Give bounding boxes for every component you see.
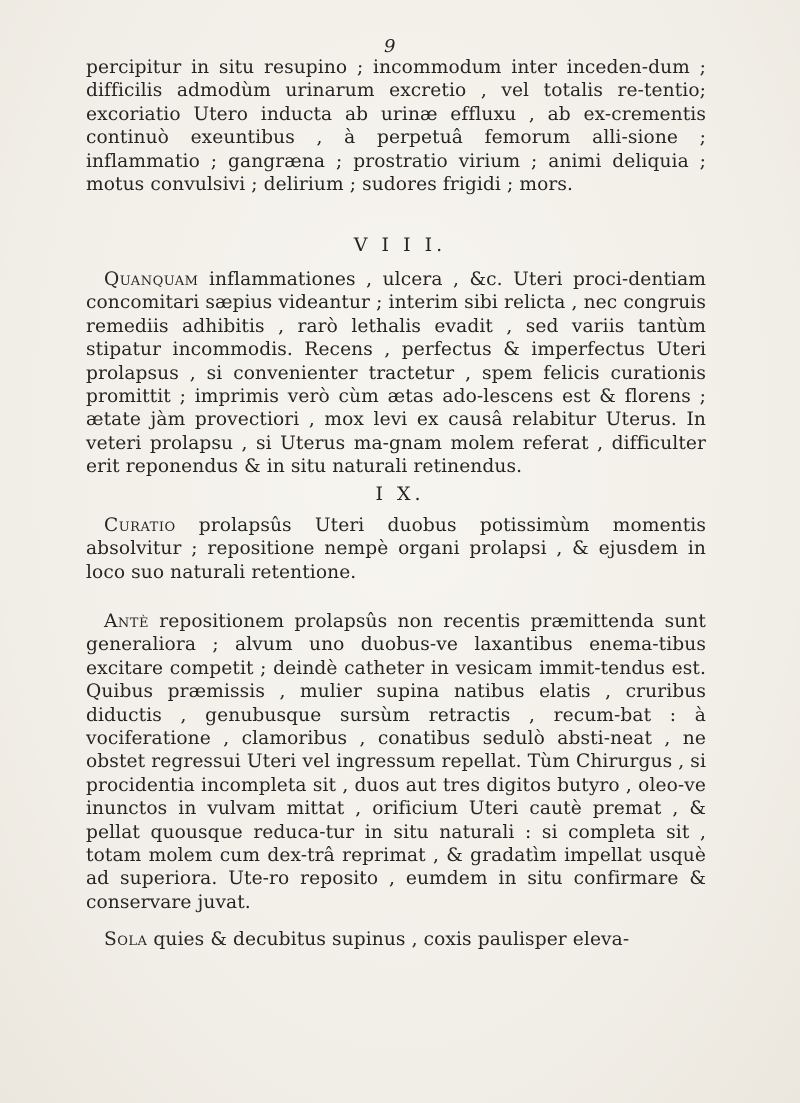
paragraph-lead-word: Quanquam: [104, 269, 199, 290]
paragraph-text: inflammationes , ulcera , &c. Uteri proci-dentiam concomitari sæpius videantur ; interim sibi relicta , nec congruis remediis adhibitis , rarò lethalis evadit , sed variis tantùm stipatur incommodis. Recens , perfectus & imperfectus Uteri prolapsus , si convenienter tractetur , spem felicis curationis promittit ; imprimis verò cùm ætas ado-lescens est & florens ; ætate jàm provectiori , mox levi ex causâ relabitur Uterus. In veteri prolapsu , si Uterus ma-gnam molem referat , difficulter erit reponendus & in situ naturali retinendus.: [86, 269, 706, 478]
paragraph-text: prolapsûs Uteri duobus potissimùm momentis absolvitur ; repositione nempè organi prolapsi , & ejusdem in loco suo naturali retentione.: [86, 515, 706, 583]
section-9-paragraph-3: [86, 928, 706, 951]
section-7-tail-paragraph: [86, 56, 706, 196]
paragraph-lead-word: Antè: [104, 611, 149, 632]
section-9-paragraph-2: [86, 610, 706, 914]
paragraph-lead-word: Sola: [104, 929, 148, 950]
section-9-paragraph-1: [86, 514, 706, 584]
paragraph-lead-word: Curatio: [104, 515, 176, 536]
paragraph-text: repositionem prolapsûs non recentis præmittenda sunt generaliora ; alvum uno duobus-ve laxantibus enema-tibus excitare competit ; deindè catheter in vesicam immit-tendus est. Quibus præmissis , mulier supina natibus elatis , cruribus diductis , genubusque sursùm retractis , recum-bat : à vociferatione , clamoribus , conatibus sedulò absti-neat , ne obstet regressui Uteri vel ingressum repellat. Tùm Chirurgus , si procidentia incompleta sit , duos aut tres digitos butyro , oleo-ve inunctos in vulvam mittat , orificium Uteri cautè premat , & pellat quousque reduca-tur in situ naturali : si completa sit , totam molem cum dex-trâ reprimat , & gradatìm impellat usquè ad superiora. Ute-ro reposito , eumdem in situ confirmare & conservare juvat.: [86, 611, 706, 913]
section-heading-ix: I X.: [375, 483, 425, 505]
section-8-paragraph: [86, 268, 706, 479]
section-heading-viii: V I I I.: [353, 234, 447, 256]
page-number: 9: [384, 36, 396, 57]
paragraph-text: quies & decubitus supinus , coxis paulisper eleva-: [147, 929, 630, 950]
paragraph-text: percipitur in situ resupino ; incommodum inter inceden-dum ; difficilis admodùm urinarum excretio , vel totalis re-tentio; excoriatio Utero inducta ab urinæ effluxu , ab ex-crementis continuò exeuntibus , à perpetuâ femorum alli-sione ; inflammatio ; gangræna ; prostratio virium ; animi deliquia ; motus convulsivi ; delirium ; sudores frigidi ; mors.: [86, 57, 706, 196]
